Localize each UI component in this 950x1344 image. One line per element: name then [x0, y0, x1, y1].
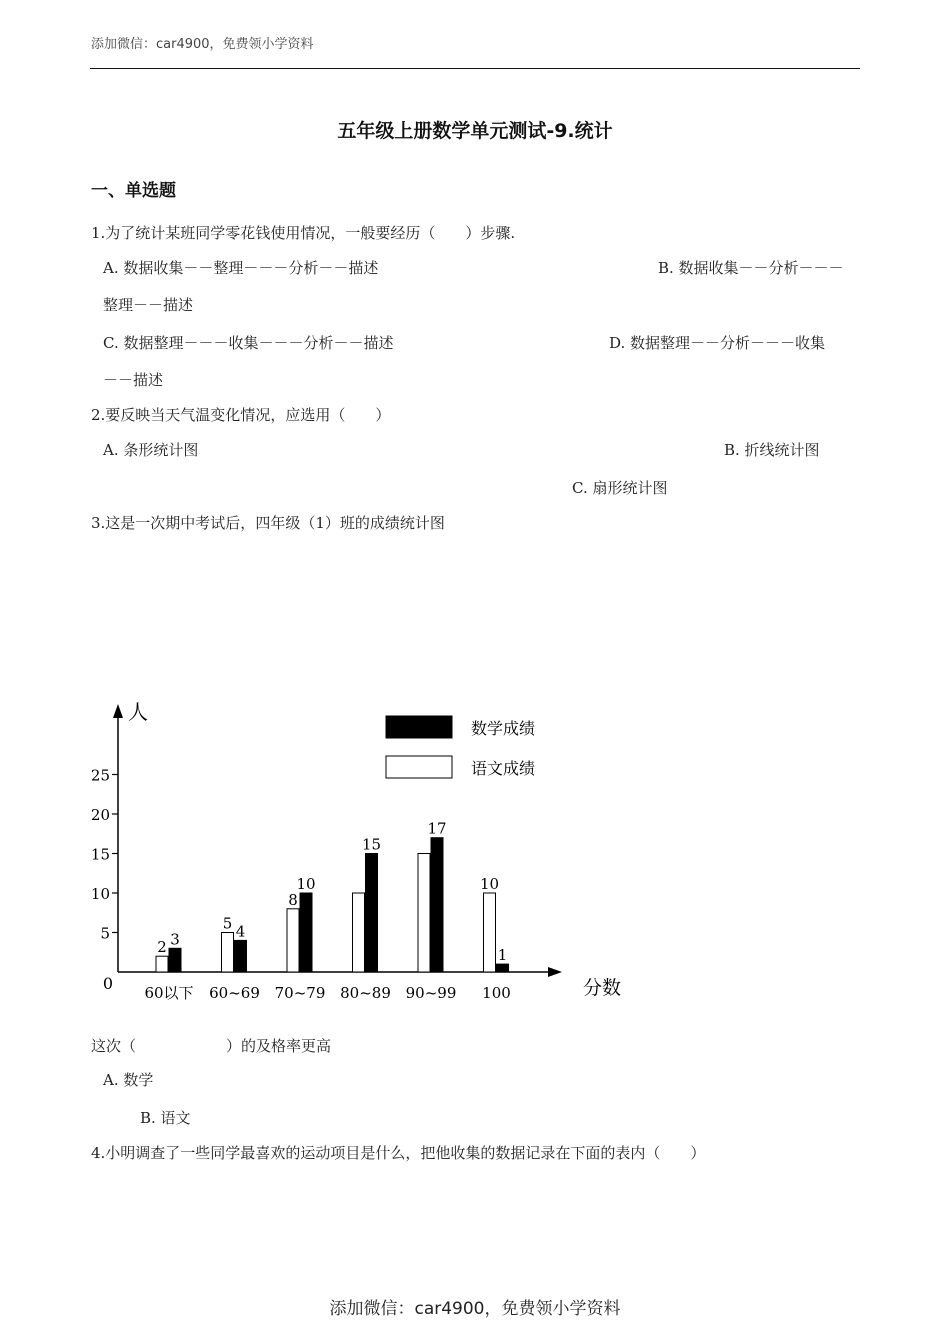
q1-option-d-cont: －－描述 [103, 371, 164, 389]
q1-option-c[interactable]: C. 数据整理－－－收集－－－分析－－描述 [103, 334, 394, 352]
math-bar-value: 15 [361, 835, 382, 854]
page-header: 添加微信：car4900，免费领小学资料 [91, 37, 314, 52]
legend-swatch [386, 756, 452, 778]
math-bar-value: 10 [296, 875, 316, 893]
x-tick-label: 90~99 [405, 984, 457, 1002]
chinese-bar-value: 8 [288, 890, 298, 909]
q3-option-b[interactable]: B. 语文 [140, 1109, 191, 1127]
q2-stem: 2.要反映当天气温变化情况，应选用（ ） [91, 406, 391, 424]
q1-option-d[interactable]: D. 数据整理－－分析－－－收集 [609, 334, 826, 352]
math-bar-value: 4 [235, 922, 246, 941]
math-bar [300, 893, 312, 972]
q3-stem: 3.这是一次期中考试后，四年级（1）班的成绩统计图 [91, 514, 445, 532]
x-tick-label: 100 [482, 984, 511, 1002]
section-heading: 一、单选题 [91, 181, 176, 201]
origin-label: 0 [102, 974, 113, 993]
math-bar [497, 964, 509, 972]
math-bar-value: 1 [497, 946, 508, 965]
q2-option-b[interactable]: B. 折线统计图 [724, 441, 820, 459]
legend-swatch [386, 716, 452, 738]
legend-label: 数学成绩 [471, 719, 536, 738]
chinese-bar [353, 893, 365, 972]
q2-option-c[interactable]: C. 扇形统计图 [572, 479, 668, 497]
chinese-bar-value: 2 [157, 938, 167, 957]
chinese-bar [222, 933, 234, 973]
chinese-bar-value: 5 [222, 914, 233, 933]
chinese-bar-value: 10 [479, 875, 500, 893]
q4-stem: 4.小明调查了一些同学最喜欢的运动项目是什么，把他收集的数据记录在下面的表内（ ） [91, 1144, 706, 1162]
x-tick-label: 60以下 [144, 984, 194, 1002]
q2-option-a[interactable]: A. 条形统计图 [103, 441, 199, 459]
x-tick-label: 70~79 [274, 984, 326, 1002]
y-tick-label: 25 [90, 766, 110, 785]
q1-option-a[interactable]: A. 数据收集－－整理－－－分析－－描述 [103, 259, 379, 277]
x-tick-label: 60~69 [209, 984, 260, 1002]
q3-followup: 这次（ ）的及格率更高 [91, 1037, 332, 1055]
y-tick-label: 20 [90, 806, 110, 824]
chinese-bar [418, 854, 430, 973]
q3-option-a[interactable]: A. 数学 [103, 1071, 154, 1089]
math-bar [235, 940, 247, 972]
y-axis-label: 人 [128, 700, 148, 724]
y-tick-label: 5 [100, 924, 110, 943]
math-bar-value: 3 [170, 930, 180, 949]
legend-label: 语文成绩 [471, 759, 536, 778]
chinese-bar [156, 956, 168, 972]
math-bar [169, 948, 181, 972]
math-bar [431, 838, 443, 972]
q1-stem: 1.为了统计某班同学零花钱使用情况，一般要经历（ ）步骤. [91, 224, 516, 242]
x-axis-label: 分数 [583, 977, 622, 999]
q1-option-b-cont: 整理－－描述 [103, 296, 194, 314]
x-tick-label: 80~89 [340, 984, 391, 1002]
math-bar [366, 854, 378, 973]
chinese-bar [484, 893, 496, 972]
math-bar-value: 17 [427, 819, 447, 838]
y-axis-arrow [113, 704, 123, 718]
x-axis-arrow [548, 967, 562, 977]
y-tick-label: 15 [90, 845, 110, 864]
chinese-bar [287, 909, 299, 972]
page-title: 五年级上册数学单元测试-9.统计 [337, 120, 613, 142]
page-footer: 添加微信：car4900，免费领小学资料 [329, 1299, 621, 1319]
y-tick-label: 10 [90, 885, 110, 903]
q1-option-b[interactable]: B. 数据收集－－分析－－－ [658, 259, 844, 277]
